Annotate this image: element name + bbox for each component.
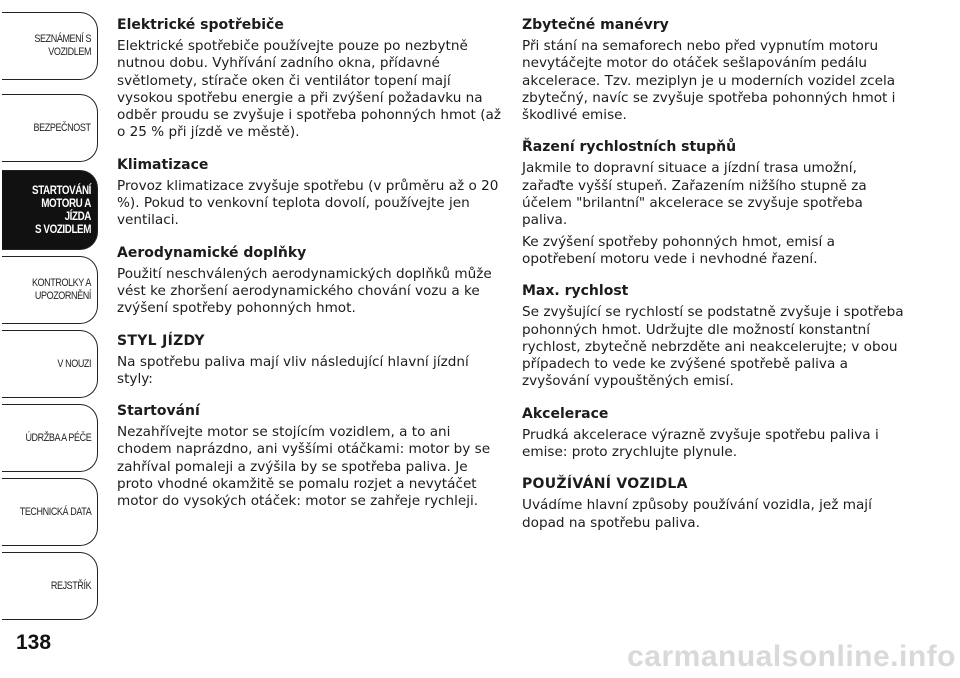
heading-elektricke-spotrebice: Elektrické spotřebiče — [117, 17, 284, 33]
tab-label: SEZNÁMENÍ S VOZIDLEM — [34, 33, 91, 58]
tab-label: V NOUZI — [57, 357, 91, 370]
tab-label: KONTROLKY A UPOZORNĚNÍ — [32, 277, 91, 302]
heading-styl-jizdy: STYL JÍZDY — [117, 332, 205, 349]
left-column — [117, 16, 501, 525]
paragraph-styl-jizdy: Na spotřebu paliva mají vliv následující hlavní jízdní styly: — [117, 353, 469, 387]
heading-aerodynamicke-doplnky: Aerodynamické doplňky — [117, 244, 307, 261]
tab-startovani-motoru-a-jizda[interactable] — [2, 170, 98, 250]
heading-zbytecne-manevry: Zbytečné manévry — [522, 17, 669, 33]
tab-label: REJSTŘÍK — [50, 579, 91, 592]
paragraph-max-rychlost: Se zvyšující se rychlostí se podstatně zvyšuje i spotřeba pohonných hmot. Udržujte dle možností konstantní rychlost, zbytečně nebrzděte ani neakcelerujte; v obou případech to vede ke zvýšené spotřebě paliva a zvyšování vypouštěných emisí. — [522, 304, 904, 390]
tab-udrzba-a-pece[interactable] — [2, 404, 98, 472]
tab-rejstrik[interactable] — [2, 552, 98, 620]
paragraph-startovani: Nezahřívejte motor se stojícím vozidlem, a to ani chodem naprázdno, ani vyššími otáčkami: motor by se zahříval pomaleji a zvýšila by se spotřeba paliva. Je proto vhodné okamžitě se pomalu rozjet a nevytáčet motor do vysokých otáček: motor se zahřeje rychleji. — [117, 424, 491, 510]
paragraph-razeni-1: Jakmile to dopravní situace a jízdní trasa umožní, zařaďte vyšší stupeň. Zařazením nižšího stupně za účelem "brilantní" akcelerace se zvyšuje spotřeba paliva. — [522, 160, 867, 229]
page-number: 138 — [16, 631, 52, 654]
paragraph-akcelerace: Prudká akcelerace výrazně zvyšuje spotřebu paliva i emise: proto zrychlujte plynule. — [522, 426, 879, 461]
heading-pouzivani-vozidla: POUŽÍVÁNÍ VOZIDLA — [522, 476, 688, 493]
heading-razeni: Řazení rychlostních stupňů — [522, 139, 737, 156]
heading-klimatizace: Klimatizace — [117, 156, 209, 173]
paragraph-razeni-2: Ke zvýšení spotřeby pohonných hmot, emisí a opotřebení motoru vede i nevhodné řazení. — [522, 233, 835, 267]
tab-label: BEZPEČNOST — [33, 121, 91, 134]
right-column — [522, 16, 906, 546]
tab-label: TECHNICKÁ DATA — [19, 505, 91, 518]
tab-v-nouzi[interactable] — [2, 330, 98, 398]
heading-max-rychlost: Max. rychlost — [522, 283, 629, 300]
paragraph-elektricke-spotrebice: Elektrické spotřebiče používejte pouze po nezbytně nutnou dobu. Vyhřívání zadního okna, přídavné světlomety, stírače oken či ventilátor topení mají vysokou spotřebu energie a při zvýšení požadavku na odběr proudu se zvyšuje i spotřeba pohonných hmot (až o 25 % při jízdě ve městě). — [117, 38, 501, 141]
tab-label: STARTOVÁNÍ MOTORU A JÍZDA S VOZIDLEM — [32, 183, 91, 236]
tab-bezpecnost[interactable] — [2, 94, 98, 162]
tab-label: ÚDRŽBA A PÉČE — [25, 431, 91, 444]
tab-technicka-data[interactable] — [2, 478, 98, 546]
tab-seznameni-s-vozidlem[interactable] — [2, 12, 98, 80]
paragraph-klimatizace: Provoz klimatizace zvyšuje spotřebu (v průměru až o 20 %). Pokud to venkovní teplota dovolí, používejte jen ventilaci. — [117, 177, 499, 229]
heading-akcelerace: Akcelerace — [522, 405, 609, 422]
paragraph-pouzivani-vozidla: Uvádíme hlavní způsoby používání vozidla, jež mají dopad na spotřebu paliva. — [522, 497, 872, 531]
tab-kontrolky-a-upozorneni[interactable] — [2, 256, 98, 324]
paragraph-zbytecne-manevry: Při stání na semaforech nebo před vypnutím motoru nevytáčejte motor do otáček sešlapováním pedálu akcelerace. Tzv. meziplyn je u moderních vozidel zcela zbytečný, navíc se zvyšuje spotřeba pohonných hmot i škodlivé emise. — [522, 38, 896, 124]
heading-startovani: Startování — [117, 403, 200, 420]
paragraph-aerodynamicke-doplnky: Použití neschválených aerodynamických doplňků může vést ke zhoršení aerodynamického chování vozu a ke zvýšení spotřeby pohonných hmot. — [117, 265, 492, 317]
sidebar-tabs — [0, 0, 104, 640]
watermark: carmanualsonline.info — [627, 640, 956, 673]
